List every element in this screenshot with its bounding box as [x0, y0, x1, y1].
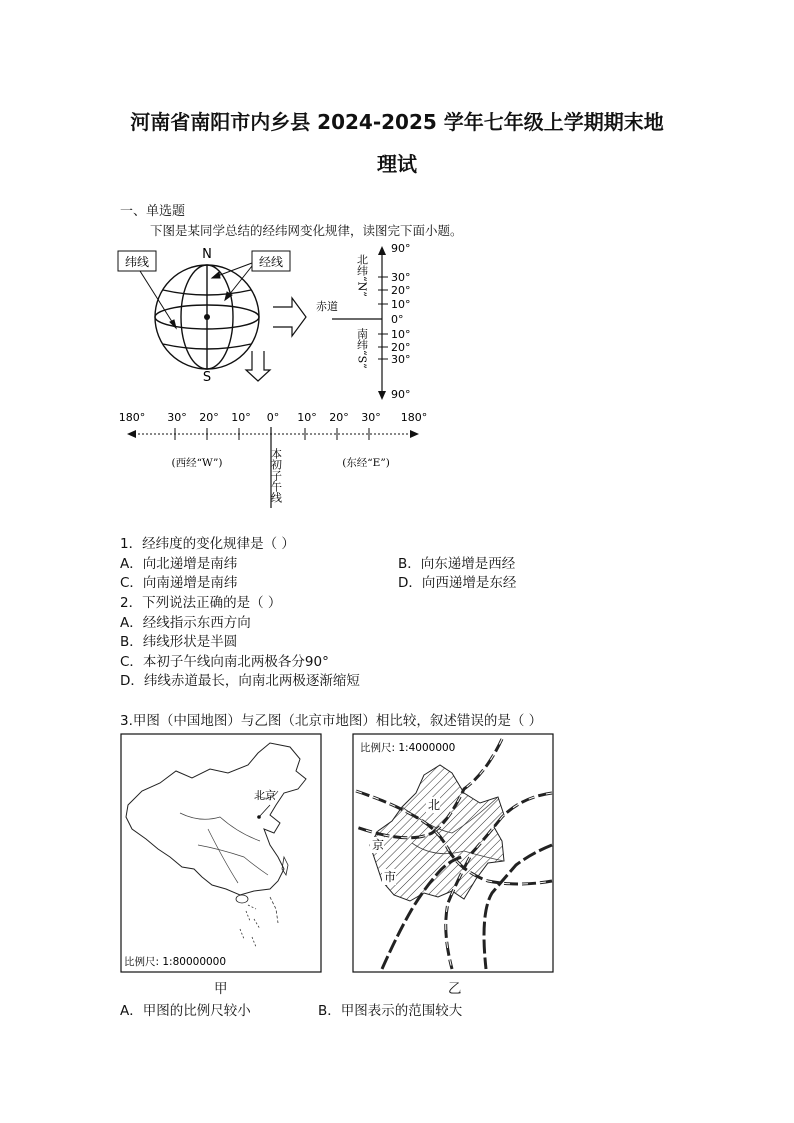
question-3-option-b[interactable]: B．甲图表示的范围较大: [318, 1003, 463, 1019]
prime-meridian-label: 本初子午线: [269, 448, 283, 503]
map-jia-caption: 甲: [214, 981, 228, 997]
intro-text: 下图是某同学总结的经纬网变化规律，读图完下面小题。: [150, 223, 463, 238]
lon-tick-w30: 30°: [167, 411, 187, 424]
page-title-continued: 理试: [377, 152, 417, 176]
lon-tick-e180: 180°: [400, 411, 428, 424]
lat-tick-north-20: 20°: [391, 284, 411, 297]
lat-tick-south-10: 10°: [391, 328, 411, 341]
lat-tick-south-20: 20°: [391, 341, 411, 354]
lat-tick-north-30: 30°: [391, 271, 411, 284]
lat-tick-north-10: 10°: [391, 298, 411, 311]
map-yi-caption: 乙: [448, 981, 462, 997]
lat-tick-zero: 0°: [391, 313, 404, 326]
question-1-option-c[interactable]: C．向南递增是南纬: [120, 575, 238, 591]
map-yi-char-shi: 市: [384, 870, 397, 884]
question-2-option-a[interactable]: A．经线指示东西方向: [120, 615, 251, 631]
map-yi-beijing: [352, 733, 554, 973]
map-jia-scale: 比例尺: 1:80000000: [124, 956, 227, 968]
question-1-option-b[interactable]: B．向东递增是西经: [398, 556, 516, 572]
question-2-option-b[interactable]: B．纬线形状是半圆: [120, 634, 238, 650]
lat-tick-south-30: 30°: [391, 353, 411, 366]
section-heading: 一、单选题: [120, 204, 186, 219]
north-label: N: [202, 247, 212, 262]
question-1-option-d[interactable]: D．向西递增是东经: [398, 575, 517, 591]
west-longitude-label: (西经“W”): [171, 457, 223, 469]
map-jia-china: [120, 733, 322, 973]
down-arrow-icon: [246, 351, 270, 381]
page-title: 河南省南阳市内乡县 2024-2025 学年七年级上学期期末地: [130, 110, 664, 134]
right-arrow-icon: [273, 298, 306, 336]
lon-tick-w10: 10°: [231, 411, 251, 424]
north-latitude-label: 北纬“N”: [355, 254, 369, 297]
south-label: S: [202, 370, 212, 385]
lon-tick-w20: 20°: [199, 411, 219, 424]
question-3-stem: 3.甲图（中国地图）与乙图（北京市地图）相比较，叙述错误的是（ ）: [120, 713, 543, 729]
map-yi-char-bei: 北: [428, 798, 441, 812]
lon-tick-zero: 0°: [266, 411, 280, 424]
longitude-scale: [119, 411, 428, 508]
equator-label: 赤道: [316, 300, 338, 313]
lon-tick-e10: 10°: [297, 411, 317, 424]
weft-label: 纬线: [124, 255, 150, 269]
lat-tick-north-90: 90°: [391, 242, 411, 255]
question-2-stem: 2．下列说法正确的是（ ）: [120, 595, 282, 611]
lon-tick-e30: 30°: [361, 411, 381, 424]
graticule-figure: [110, 238, 440, 508]
lon-tick-w180: 180°: [118, 411, 146, 424]
latitude-scale: [316, 242, 411, 401]
lat-tick-south-90: 90°: [391, 388, 411, 401]
map-yi-scale: 比例尺: 1:4000000: [360, 742, 456, 754]
meridian-label: 经线: [258, 255, 284, 269]
question-2-option-c[interactable]: C．本初子午线向南北两极各分90°: [120, 654, 329, 670]
globe-center-dot: [204, 314, 210, 320]
east-longitude-label: (东经“E”): [342, 457, 390, 469]
question-1-option-a[interactable]: A．向北递增是南纬: [120, 556, 238, 572]
question-2-option-d[interactable]: D．纬线赤道最长，向南北两极逐渐缩短: [120, 673, 360, 689]
map-jia-beijing-label: 北京: [254, 789, 276, 802]
question-3-option-a[interactable]: A．甲图的比例尺较小: [120, 1003, 251, 1019]
question-1-stem: 1．经纬度的变化规律是（ ）: [120, 536, 295, 552]
map-yi-char-jing: 京: [372, 838, 385, 852]
lon-tick-e20: 20°: [329, 411, 349, 424]
south-latitude-label: 南纬“S”: [355, 328, 369, 369]
